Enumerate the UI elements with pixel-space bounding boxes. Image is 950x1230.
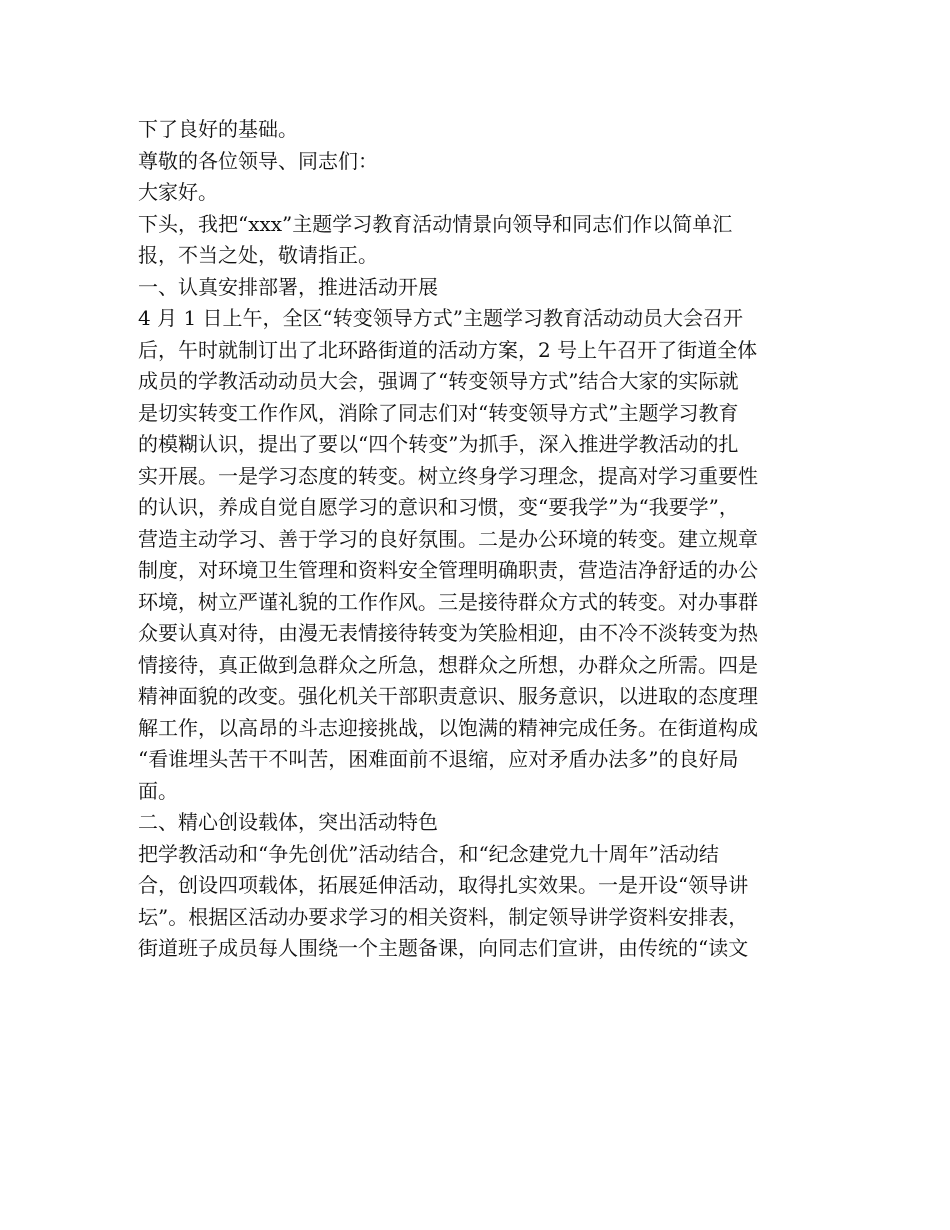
text-line: 报，不当之处，敬请指正。 — [138, 243, 378, 267]
text-line: 制度，对环境卫生管理和资料安全管理明确职责，营造洁净舒适的办公 — [138, 558, 758, 582]
text-line: 下了良好的基础。 — [138, 117, 298, 141]
text-line: 后，午时就制订出了北环路街道的活动方案，2 号上午召开了街道全体 — [138, 337, 758, 362]
text-line: 实开展。一是学习态度的转变。树立终身学习理念，提高对学习重要性 — [138, 463, 758, 488]
text-line: 的模糊认识，提出了要以“四个转变”为抓手，深入推进学教活动的扎 — [138, 432, 739, 456]
text-line: 把学教活动和“争先创优”活动结合，和“纪念建党九十周年”活动结 — [138, 841, 719, 866]
section-heading-2: 二、精心创设载体，突出活动特色 — [138, 810, 438, 834]
text-line: “看谁埋头苦干不叫苦，困难面前不退缩，应对矛盾办法多”的良好局 — [138, 747, 739, 771]
section-heading-1: 一、认真安排部署，推进活动开展 — [138, 274, 438, 299]
text-line: 环境，树立严谨礼貌的工作作风。三是接待群众方式的转变。对办事群 — [138, 589, 758, 614]
text-line: 情接待，真正做到急群众之所急，想群众之所想，办群众之所需。四是 — [138, 652, 758, 677]
salutation-line: 尊敬的各位领导、同志们： — [138, 148, 378, 173]
text-line: 合，创设四项载体，拓展延伸活动，取得扎实效果。一是开设“领导讲 — [138, 873, 749, 897]
text-line: 众要认真对待，由漫无表情接待转变为笑脸相迎，由不冷不淡转变为热 — [138, 621, 758, 645]
text-line: 是切实转变工作作风，消除了同志们对“转变领导方式”主题学习教育 — [138, 400, 739, 425]
text-line: 成员的学教活动动员大会，强调了“转变领导方式”结合大家的实际就 — [138, 369, 739, 393]
text-line: 精神面貌的改变。强化机关干部职责意识、服务意识，以进取的态度理 — [138, 684, 758, 708]
text-line: 的认识，养成自觉自愿学习的意识和习惯，变“要我学”为“我要学”， — [138, 495, 739, 519]
text-line: 营造主动学习、善于学习的良好氛围。二是办公环境的转变。建立规章 — [138, 526, 758, 551]
text-line: 面。 — [138, 778, 178, 803]
greeting-line: 大家好。 — [138, 180, 218, 204]
document-body — [138, 114, 818, 965]
text-line: 下头，我把“xxx”主题学习教育活动情景向领导和同志们作以简单汇 — [138, 211, 733, 236]
text-line: 街道班子成员每人围绕一个主题备课，向同志们宣讲，由传统的“读文 — [138, 936, 749, 960]
text-line: 坛”。根据区活动办要求学习的相关资料，制定领导讲学资料安排表， — [138, 904, 749, 929]
text-line: 解工作，以高昂的斗志迎接挑战，以饱满的精神完成任务。在街道构成 — [138, 715, 758, 740]
text-line: 4 月 1 日上午，全区“转变领导方式”主题学习教育活动动员大会召开 — [138, 306, 743, 330]
